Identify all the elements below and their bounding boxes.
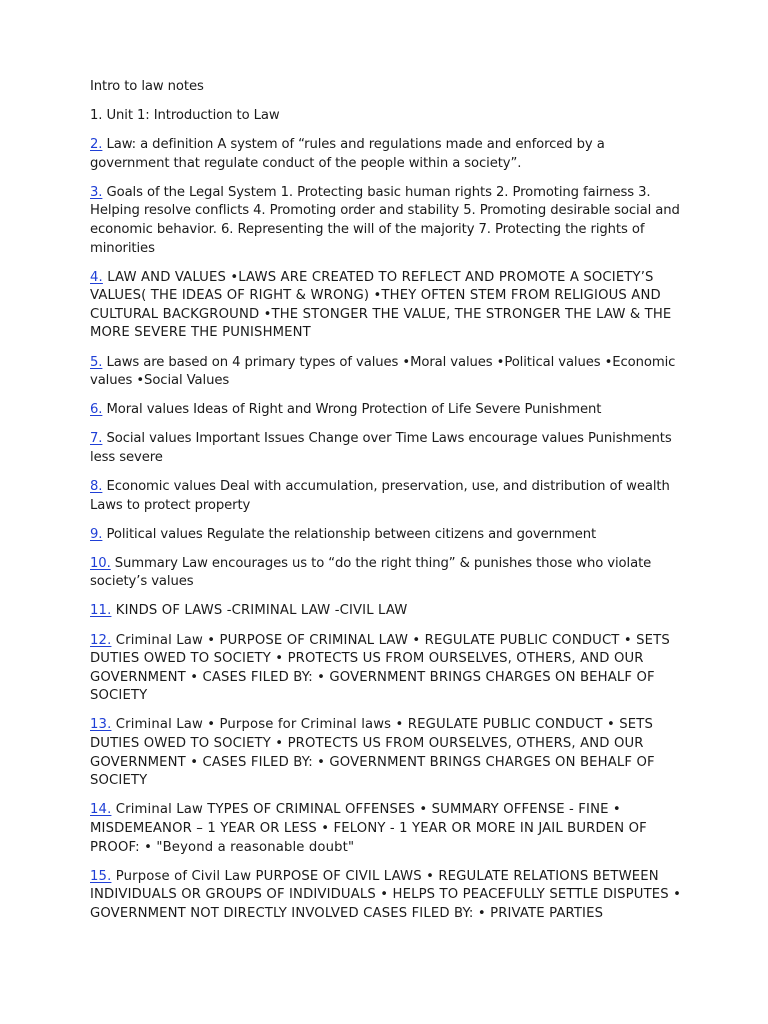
note-number-link[interactable]: 6. bbox=[90, 402, 103, 418]
note-number-link[interactable]: 9. bbox=[90, 526, 103, 542]
note-number-link[interactable]: 2. bbox=[90, 137, 103, 153]
note-text: Criminal Law TYPES OF CRIMINAL OFFENSES • SUMMARY OFFENSE - FINE • MISDEMEANOR – 1 YEAR OR LESS • FELONY - 1 YEAR OR MORE IN JAIL BURDEN OF PROOF: • "Beyond a reasonable doubt" bbox=[90, 802, 647, 855]
note-12 bbox=[90, 632, 682, 706]
note-number: 1. bbox=[90, 108, 103, 123]
note-14 bbox=[90, 801, 682, 857]
note-number-link[interactable]: 5. bbox=[90, 354, 103, 370]
note-text: Law: a definition A system of “rules and regulations made and enforced by a government that regulate conduct of the people within a society”. bbox=[90, 137, 605, 171]
note-text: LAW AND VALUES •LAWS ARE CREATED TO REFLECT AND PROMOTE A SOCIETY’S VALUES( THE IDEAS OF RIGHT & WRONG) •THEY OFTEN STEM FROM RELIGIOUS AND CULTURAL BACKGROUND •THE STONGER THE VALUE, THE STRONGER THE LAW & THE MORE SEVERE THE PUNISHMENT bbox=[90, 269, 672, 341]
note-number-link[interactable]: 10. bbox=[90, 555, 111, 571]
note-number-link[interactable]: 11. bbox=[90, 603, 112, 619]
document-title: Intro to law notes bbox=[90, 79, 204, 94]
note-text: Goals of the Legal System 1. Protecting basic human rights 2. Promoting fairness 3. Helping resolve conflicts 4. Promoting order and stability 5. Promoting desirable social and economic behavior. 6. Representing the will of the majority 7. Protecting the rights of minorities bbox=[90, 184, 680, 256]
note-2 bbox=[90, 136, 682, 173]
note-text: Laws are based on 4 primary types of values •Moral values •Political values •Economic values •Social Values bbox=[90, 354, 676, 389]
note-6 bbox=[90, 401, 682, 420]
note-8 bbox=[90, 478, 682, 515]
note-text: Economic values Deal with accumulation, preservation, use, and distribution of wealth Laws to protect property bbox=[90, 479, 670, 513]
note-1 bbox=[90, 107, 682, 126]
note-text: Criminal Law • PURPOSE OF CRIMINAL LAW • REGULATE PUBLIC CONDUCT • SETS DUTIES OWED TO SOCIETY • PROTECTS US FROM OURSELVES, OTHERS, AND OUR GOVERNMENT • CASES FILED BY: • GOVERNMENT BRINGS CHARGES ON BEHALF OF SOCIETY bbox=[90, 632, 670, 704]
note-number-link[interactable]: 8. bbox=[90, 479, 103, 494]
note-text: Summary Law encourages us to “do the right thing” & punishes those who violate society’s values bbox=[90, 555, 652, 590]
note-text: Criminal Law • Purpose for Criminal laws • REGULATE PUBLIC CONDUCT • SETS DUTIES OWED TO SOCIETY • PROTECTS US FROM OURSELVES, OTHERS, AND OUR GOVERNMENT • CASES FILED BY: • GOVERNMENT BRINGS CHARGES ON BEHALF OF SOCIETY bbox=[90, 717, 655, 789]
document-page bbox=[90, 78, 682, 934]
note-number-link[interactable]: 4. bbox=[90, 269, 103, 285]
note-number-link[interactable]: 3. bbox=[90, 184, 103, 200]
note-13 bbox=[90, 716, 682, 790]
note-text: Unit 1: Introduction to Law bbox=[102, 108, 280, 123]
note-text: Moral values Ideas of Right and Wrong Protection of Life Severe Punishment bbox=[102, 402, 602, 418]
note-15 bbox=[90, 868, 682, 924]
note-7 bbox=[90, 430, 682, 467]
note-4 bbox=[90, 269, 682, 343]
note-10 bbox=[90, 555, 682, 592]
note-text: Social values Important Issues Change over Time Laws encourage values Punishments less severe bbox=[90, 431, 672, 465]
note-text: KINDS OF LAWS -CRIMINAL LAW -CIVIL LAW bbox=[111, 603, 408, 619]
note-text: Political values Regulate the relationship between citizens and government bbox=[102, 526, 597, 542]
note-number-link[interactable]: 15. bbox=[90, 868, 112, 884]
note-text: Purpose of Civil Law PURPOSE OF CIVIL LAWS • REGULATE RELATIONS BETWEEN INDIVIDUALS OR GROUPS OF INDIVIDUALS • HELPS TO PEACEFULLY SETTLE DISPUTES • GOVERNMENT NOT DIRECTLY INVOLVED CASES FILED BY: • PRIVATE PARTIES bbox=[90, 868, 682, 921]
note-9 bbox=[90, 526, 682, 545]
note-number-link[interactable]: 7. bbox=[90, 431, 103, 447]
note-5 bbox=[90, 354, 682, 391]
note-number-link[interactable]: 12. bbox=[90, 632, 112, 648]
note-3 bbox=[90, 184, 682, 258]
note-number-link[interactable]: 13. bbox=[90, 717, 112, 733]
note-number-link[interactable]: 14. bbox=[90, 802, 112, 818]
note-11 bbox=[90, 602, 682, 621]
